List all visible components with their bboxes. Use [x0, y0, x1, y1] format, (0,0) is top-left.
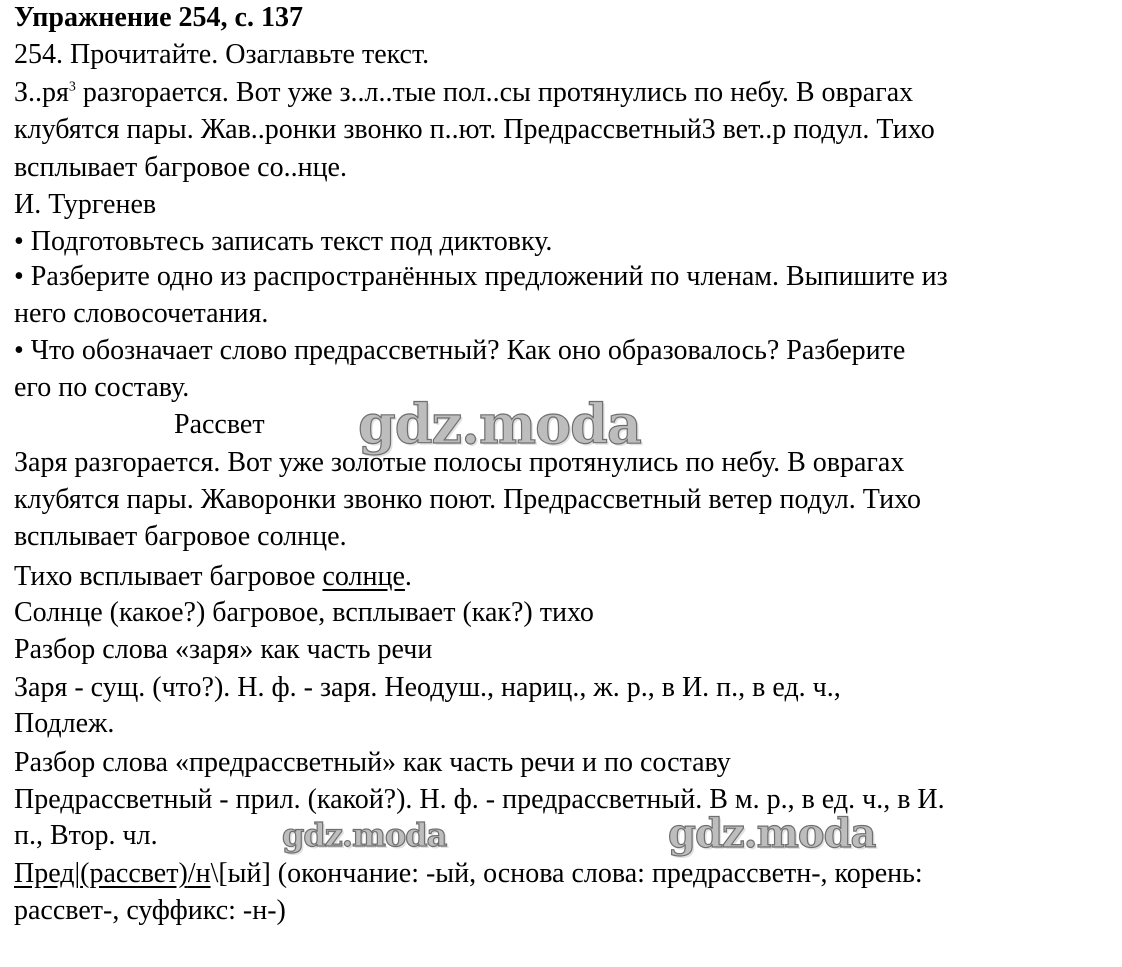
exercise-heading: Упражнение 254, с. 137: [14, 2, 303, 33]
answer-text-line-3: всплывает багровое солнце.: [14, 521, 347, 552]
zarya-analysis-line-2: Подлеж.: [14, 708, 115, 739]
watermark-small-2: gdz.moda: [668, 810, 876, 857]
pred-heading: Разбор слова «предрассветный» как часть речи и по составу: [14, 747, 731, 778]
subject-underlined: солнце: [322, 561, 405, 592]
answer-title: Рассвет: [174, 409, 265, 440]
task-bullet-3-line-1: • Что обозначает слово предрассветный? Как оно образовалось? Разберите: [14, 335, 906, 366]
task-text-line-2: клубятся пары. Жав..ронки звонко п..ют. Предрассветный3 вет..р подул. Тихо: [14, 114, 935, 145]
zarya-heading: Разбор слова «заря» как часть речи: [14, 634, 433, 665]
sentence-analysis: Тихо всплывает багровое солнце.: [14, 561, 412, 592]
phrases-line: Солнце (какое?) багровое, всплывает (как?) тихо: [14, 597, 594, 628]
morpheme-prefix: Пред: [14, 858, 75, 889]
task-author: И. Тургенев: [14, 189, 157, 220]
morpheme-line: Пред|(рассвет)/н\[ый] (окончание: -ый, основа слова: предрассветн-, корень:: [14, 858, 923, 889]
task-instruction: 254. Прочитайте. Озаглавьте текст.: [14, 39, 430, 70]
morpheme-line-2: рассвет-, суффикс: -н-): [14, 895, 286, 926]
morpheme-root: (рассвет): [80, 858, 188, 889]
watermark-large: gdz.moda: [358, 392, 641, 456]
answer-text-line-1: Заря разгорается. Вот уже золотые полосы протянулись по небу. В оврагах: [14, 447, 905, 478]
task-text-line-3: всплывает багровое со..нце.: [14, 152, 347, 183]
task-bullet-2-line-1: • Разберите одно из распространённых предложений по членам. Выпишите из: [14, 261, 948, 292]
morpheme-suffix: /н: [187, 858, 211, 889]
zarya-analysis-line-1: Заря - сущ. (что?). Н. ф. - заря. Неодуш., нариц., ж. р., в И. п., в ед. ч.,: [14, 672, 841, 703]
watermark-small-1: gdz.moda: [282, 816, 447, 854]
task-bullet-1: • Подготовьтесь записать текст под диктовку.: [14, 226, 553, 257]
pred-analysis-line-1: Предрассветный - прил. (какой?). Н. ф. - предрассветный. В м. р., в ед. ч., в И.: [14, 784, 945, 815]
task-bullet-3-line-2: его по составу.: [14, 372, 190, 403]
answer-text-line-2: клубятся пары. Жаворонки звонко поют. Предрассветный ветер подул. Тихо: [14, 484, 922, 515]
pred-analysis-line-2: п., Втор. чл.: [14, 820, 158, 851]
task-bullet-2-line-2: него словосочетания.: [14, 298, 269, 329]
morpheme-ending: \[ый]: [210, 858, 271, 889]
task-text-line-1: $З..ря^3$ разгорается. Вот уже з..л..тые пол..сы протянулись по небу. В оврагах: [14, 77, 914, 108]
